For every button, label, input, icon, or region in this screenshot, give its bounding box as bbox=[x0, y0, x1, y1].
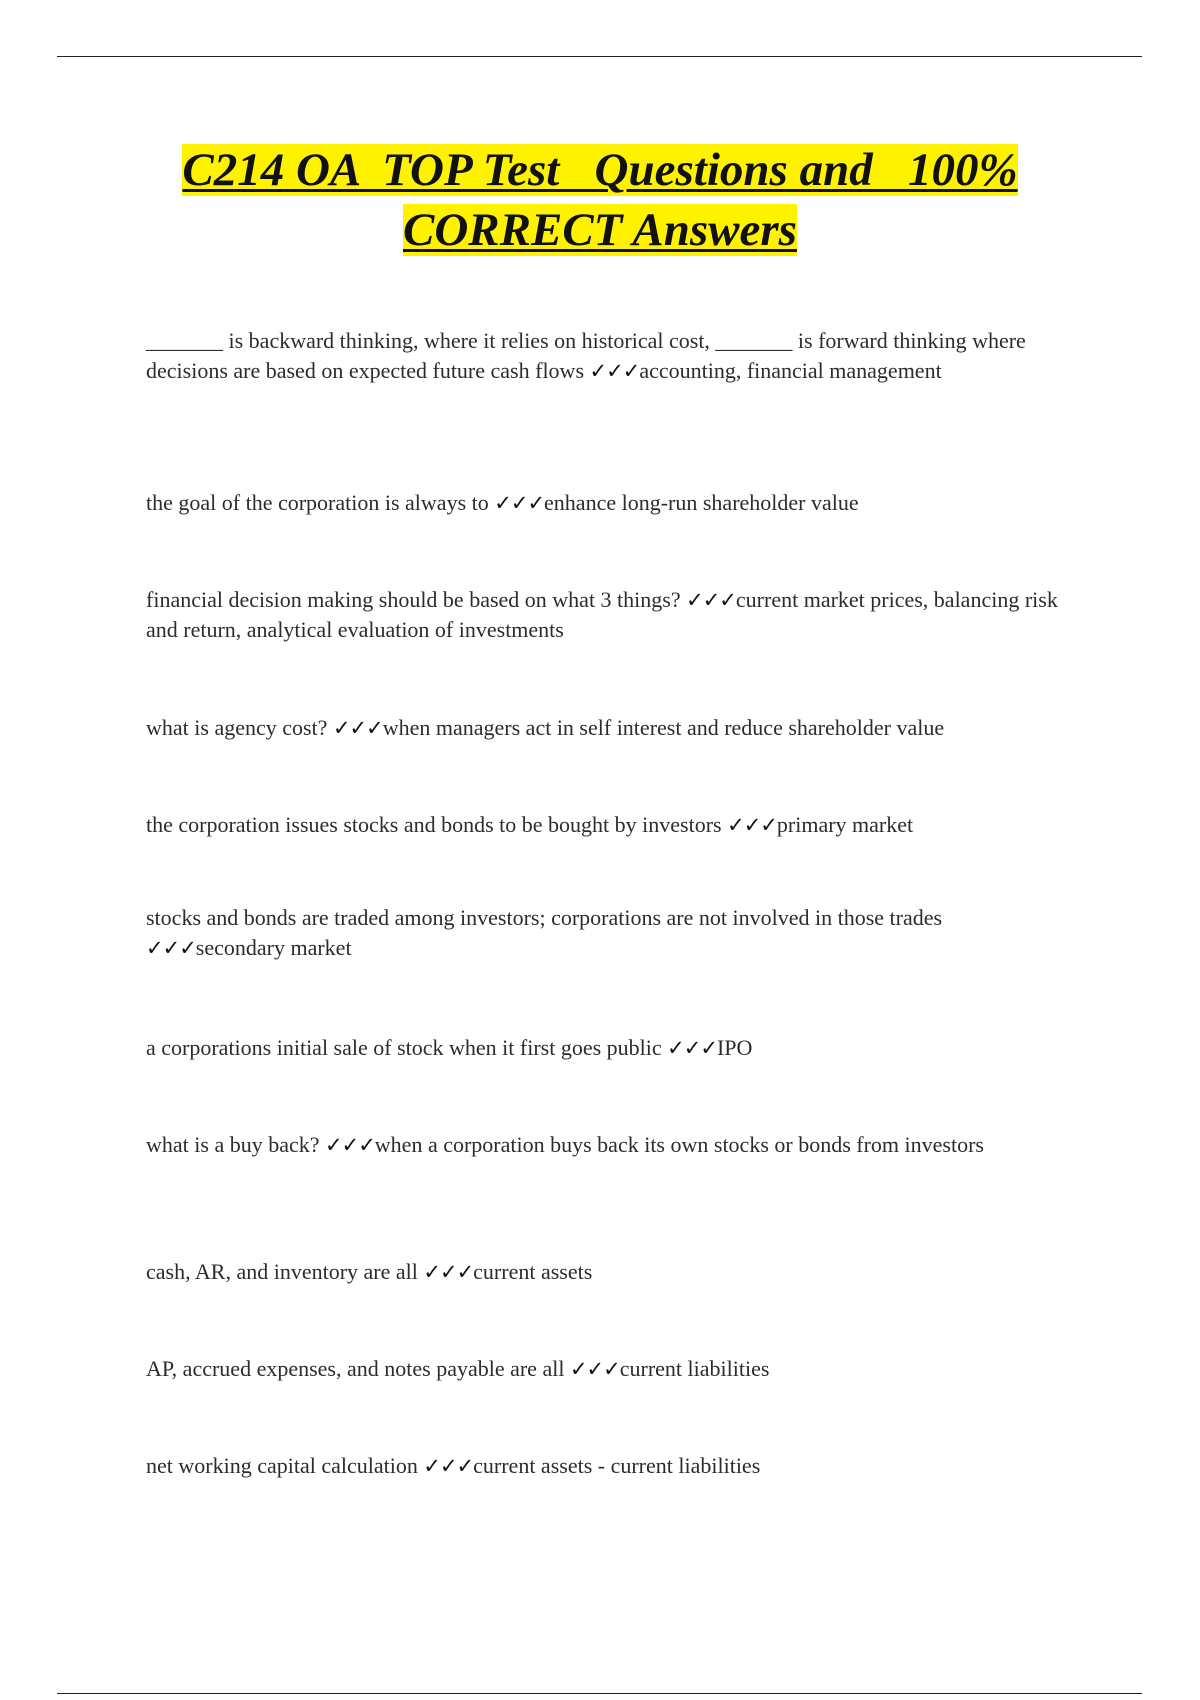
question-text: AP, accrued expenses, and notes payable are all bbox=[146, 1356, 570, 1381]
checkmark-icon: ✓✓✓ bbox=[325, 1133, 375, 1157]
question-text: a corporations initial sale of stock when it first goes public bbox=[146, 1035, 668, 1060]
qa-item-9 bbox=[146, 1257, 1061, 1287]
answer-text: current liabilities bbox=[619, 1356, 770, 1381]
question-text: net working capital calculation bbox=[146, 1453, 424, 1478]
checkmark-icon: ✓✓✓ bbox=[569, 1357, 620, 1381]
checkmark-icon: ✓✓✓ bbox=[667, 1036, 717, 1060]
checkmark-icon: ✓✓✓ bbox=[146, 936, 196, 960]
answer-text: enhance long-run shareholder value bbox=[544, 490, 859, 515]
question-text: cash, AR, and inventory are all bbox=[146, 1259, 424, 1284]
question-text: the corporation issues stocks and bonds to be bought by investors bbox=[146, 812, 728, 837]
question-text: what is agency cost? bbox=[146, 715, 333, 740]
answer-text: when managers act in self interest and reduce shareholder value bbox=[382, 715, 945, 740]
checkmark-icon: ✓✓✓ bbox=[423, 1454, 474, 1478]
document-title bbox=[100, 140, 1100, 260]
qa-item-5 bbox=[146, 810, 1061, 840]
title-line-1: C214 OA TOP Test Questions and 100% bbox=[182, 144, 1018, 196]
qa-item-11 bbox=[146, 1451, 1061, 1481]
question-text: stocks and bonds are traded among investors; corporations are not involved in those trades bbox=[146, 905, 943, 930]
bottom-rule bbox=[57, 1693, 1142, 1694]
qa-item-6 bbox=[146, 903, 1061, 963]
question-text: _______ is backward thinking, where it relies on historical cost, _______ is forward thinking where decisions are based on expected future cash flows bbox=[146, 328, 1026, 383]
checkmark-icon: ✓✓✓ bbox=[494, 491, 545, 515]
question-text: the goal of the corporation is always to bbox=[146, 490, 495, 515]
answer-text: primary market bbox=[776, 812, 914, 837]
question-text: what is a buy back? bbox=[146, 1132, 325, 1157]
answer-text: when a corporation buys back its own stocks or bonds from investors bbox=[374, 1132, 984, 1157]
qa-item-7 bbox=[146, 1033, 1061, 1063]
checkmark-icon: ✓✓✓ bbox=[423, 1260, 474, 1284]
checkmark-icon: ✓✓✓ bbox=[686, 588, 736, 612]
checkmark-icon: ✓✓✓ bbox=[589, 359, 640, 383]
answer-text: accounting, financial management bbox=[639, 358, 942, 383]
title-line-2: CORRECT Answers bbox=[403, 204, 797, 256]
qa-item-4 bbox=[146, 713, 1061, 743]
qa-item-10 bbox=[146, 1354, 1061, 1384]
answer-text: current assets - current liabilities bbox=[473, 1453, 761, 1478]
question-text: financial decision making should be based on what 3 things? bbox=[146, 587, 687, 612]
answer-text: current market prices, balancing risk and return, analytical evaluation of investments bbox=[146, 587, 1058, 642]
checkmark-icon: ✓✓✓ bbox=[332, 716, 383, 740]
checkmark-icon: ✓✓✓ bbox=[727, 813, 777, 837]
answer-text: IPO bbox=[716, 1035, 753, 1060]
answer-text: current assets bbox=[473, 1259, 593, 1284]
qa-item-3 bbox=[146, 585, 1061, 645]
top-rule bbox=[57, 56, 1142, 57]
qa-item-2 bbox=[146, 488, 1061, 518]
qa-item-8 bbox=[146, 1130, 1061, 1160]
answer-text: secondary market bbox=[195, 935, 352, 960]
qa-item-1 bbox=[146, 326, 1061, 386]
